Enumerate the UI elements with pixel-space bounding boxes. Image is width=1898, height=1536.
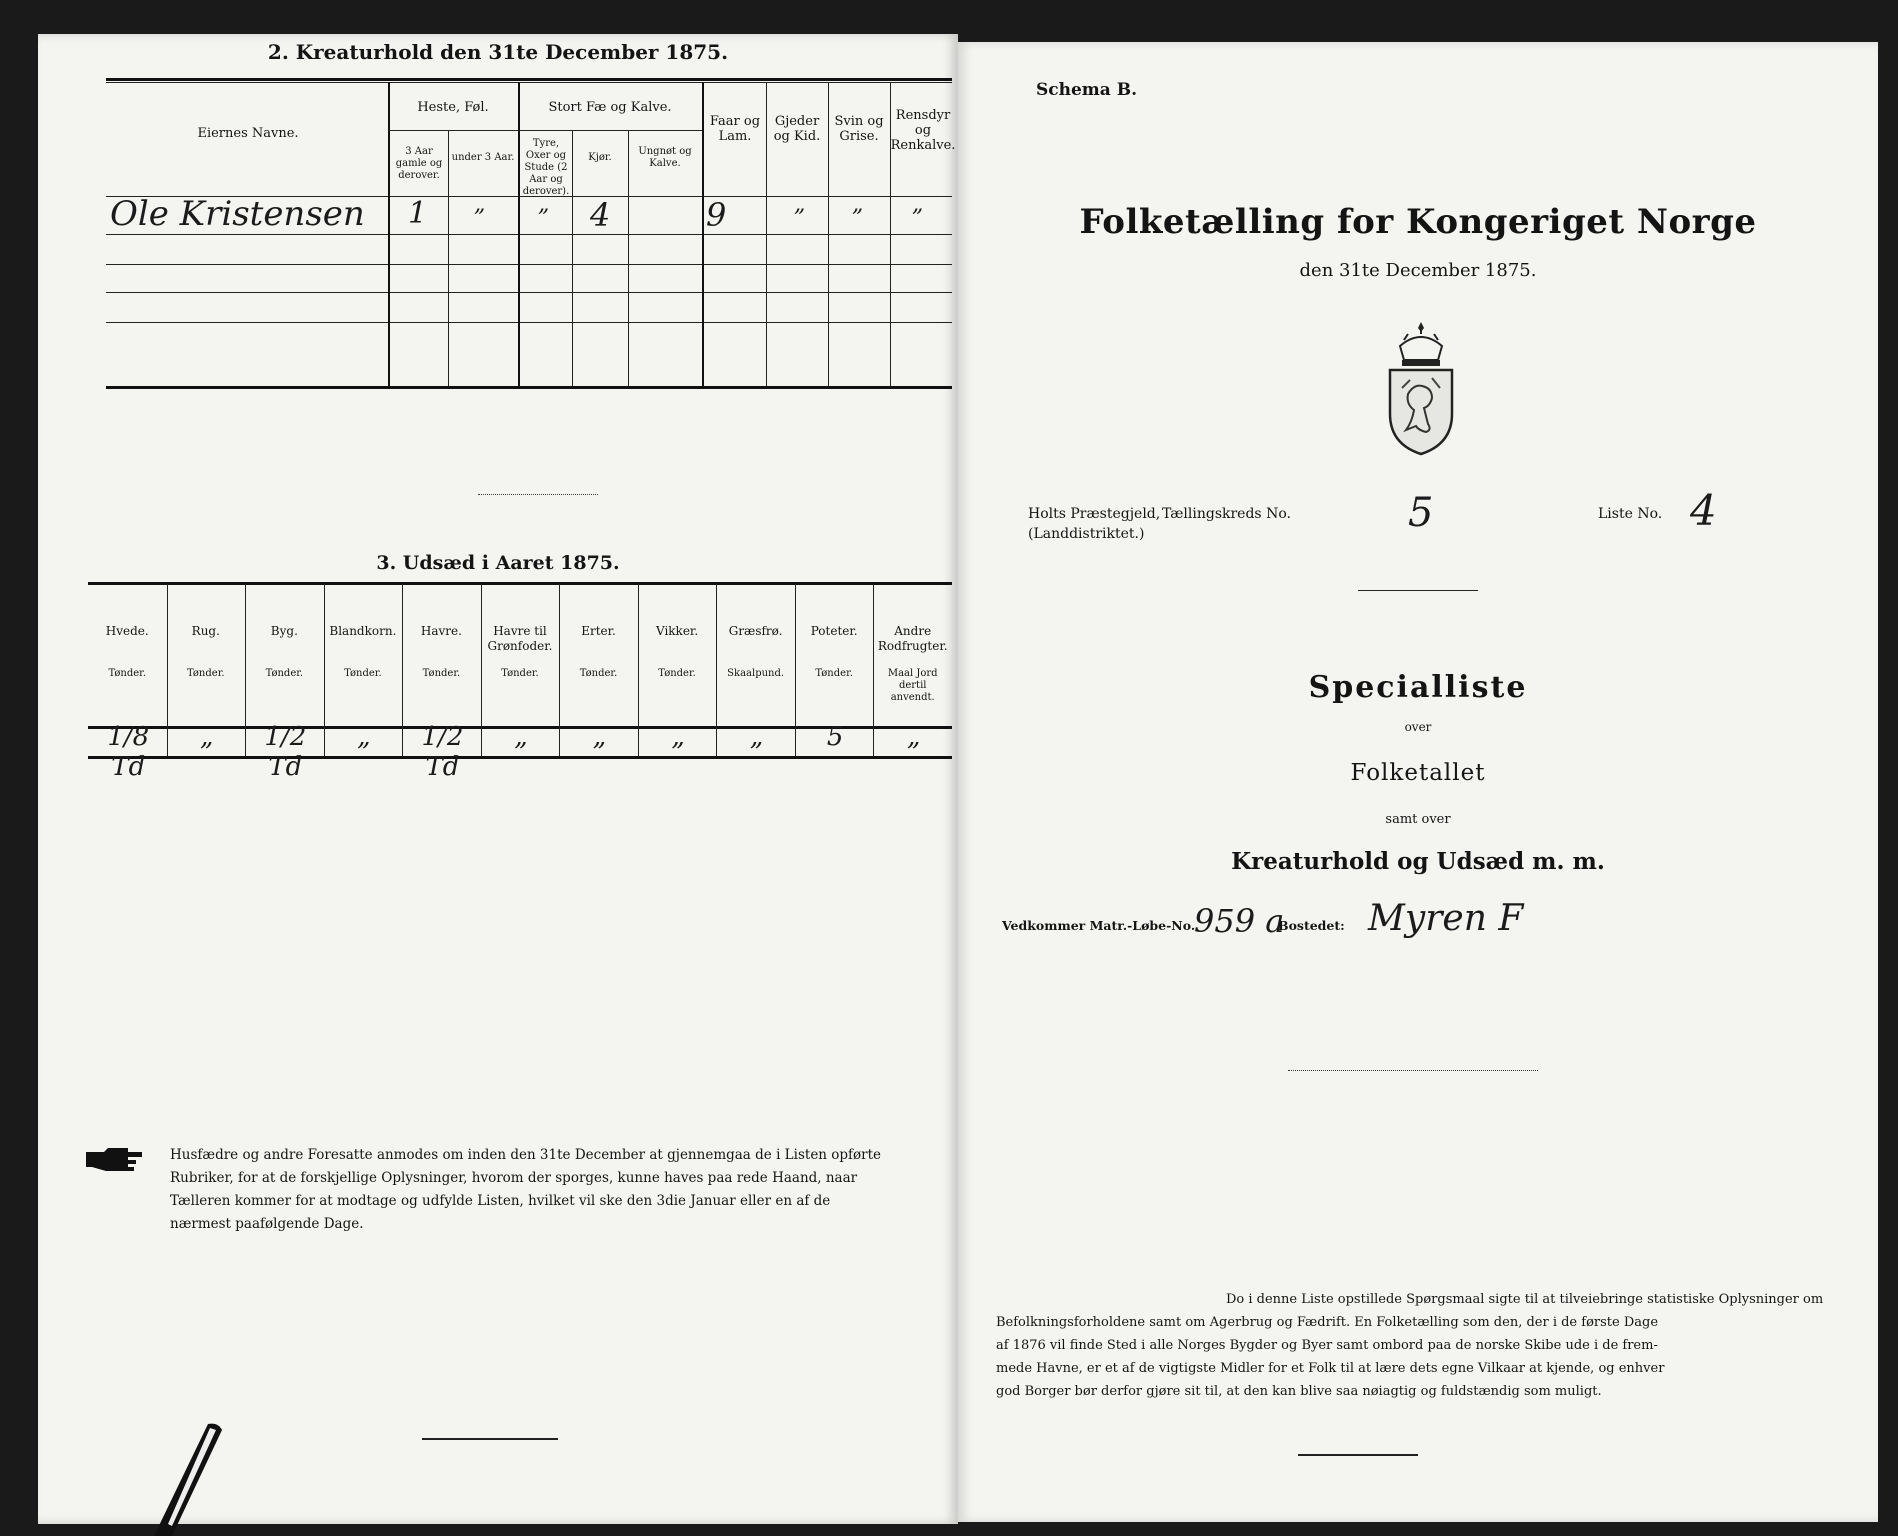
table3-unit-4: Tønder.	[422, 668, 461, 679]
table3-col-line	[559, 584, 560, 756]
table2-row-rule	[106, 264, 952, 265]
header-pigs: Svin og Grise.	[834, 114, 884, 144]
header-owner: Eiernes Navne.	[197, 126, 299, 141]
census-title: Folketælling for Kongeriget Norge	[1079, 202, 1757, 242]
table2-row-rule	[106, 292, 952, 293]
census-subtitle: den 31te December 1875.	[1299, 260, 1537, 281]
table2-col-line	[518, 82, 520, 386]
notice-text	[170, 1144, 950, 1236]
table2-row-rule	[106, 234, 952, 235]
header-bulls: Tyre, Oxer og Stude (2 Aar og derover).	[522, 138, 570, 197]
pointing-hand-icon	[84, 1146, 144, 1172]
table3-unit-6: Tønder.	[579, 668, 618, 679]
info-line: Do i denne Liste opstillede Spørgsmaal sigte til at tilveiebringe statistiske Oplysninger om	[1226, 1292, 1824, 1307]
table3-value-6: „	[592, 722, 607, 752]
info-paragraph	[996, 1288, 1846, 1403]
dotted-rule	[478, 494, 598, 495]
horses-young-value: „	[474, 192, 486, 217]
table3-col-line	[873, 584, 874, 756]
table2-col-line	[572, 130, 573, 386]
notice-line: Rubriker, for at de forskjellige Oplysninger, hvorom der sporges, kunne haves paa rede Haand, naar	[170, 1170, 858, 1186]
table3-unit-1: Tønder.	[187, 668, 225, 679]
table3-col-line	[716, 584, 717, 756]
pen-icon	[150, 1420, 240, 1536]
table3-unit-2: Tønder.	[265, 668, 304, 679]
table3-top-rule	[88, 582, 952, 585]
table3-bottom-rule	[88, 756, 952, 759]
notice-line: Husfædre og andre Foresatte anmodes om inden den 31te December at gjennemgaa de i Listen opførte	[170, 1147, 882, 1163]
sheep-value: 9	[706, 196, 727, 234]
pigs-value: „	[852, 192, 864, 217]
divider	[1288, 1070, 1538, 1071]
header-cows: Kjør.	[588, 152, 612, 163]
bottom-rule	[1298, 1454, 1418, 1456]
header-reindeer: Rensdyr og Renkalve.	[890, 108, 956, 153]
table3-unit-10: Maal Jord dertil anvendt.	[887, 668, 938, 703]
table3-col-line	[638, 584, 639, 756]
table2-bottom-rule	[106, 386, 952, 389]
schema-label: Schema B.	[1036, 80, 1138, 100]
notice-line: nærmest paafølgende Dage.	[170, 1216, 364, 1232]
table3-value-9: 5	[826, 722, 844, 752]
folketallet-label: Folketallet	[1350, 760, 1486, 786]
table3-header-2: Byg.	[270, 624, 298, 638]
section3-title: 3. Udsæd i Aaret 1875.	[376, 552, 620, 574]
table2-col-line	[388, 82, 390, 386]
table3-col-line	[481, 584, 482, 756]
owner-name: Ole Kristensen	[110, 194, 365, 234]
header-sheep: Faar og Lam.	[709, 114, 761, 144]
section2-title: 2. Kreaturhold den 31te December 1875.	[267, 40, 729, 64]
table3-unit-9: Tønder.	[815, 668, 853, 679]
table3-value-8: „	[749, 722, 764, 752]
table3-unit-5: Tønder.	[501, 668, 539, 679]
header-horses: Heste, Føl.	[417, 100, 489, 115]
table3-value-0: 1/8 Td	[107, 722, 150, 782]
table3-col-line	[245, 584, 246, 756]
table2-col-line	[448, 130, 449, 386]
header-cattle: Stort Fæ og Kalve.	[548, 100, 672, 115]
table2-row-rule	[106, 322, 952, 323]
table3-value-5: „	[514, 722, 528, 752]
notice-line: Tælleren kommer for at modtage og udfylde Listen, hvilket vil ske den 3die Januar eller en af de	[170, 1193, 831, 1209]
table3-header-8: Græsfrø.	[728, 624, 783, 638]
left-page	[38, 34, 958, 1524]
divider	[1358, 590, 1478, 591]
table2-subheader-rule	[388, 130, 518, 131]
table3-header-6: Erter.	[581, 624, 616, 638]
table3-header-10: Andre Rodfrugter.	[877, 624, 948, 653]
bosted-label: Bostedet:	[1278, 918, 1345, 933]
samt-over-label: samt over	[1385, 812, 1451, 827]
bosted-value: Myren F	[1368, 898, 1524, 939]
norwegian-coat-of-arms-icon	[1386, 320, 1456, 456]
over-label: over	[1404, 720, 1432, 734]
kreds-label: Tællingskreds No.	[1162, 506, 1291, 522]
matr-value: 959 a	[1194, 902, 1285, 940]
header-horses-old: 3 Aar gamle og derover.	[395, 146, 443, 181]
header-calves: Ungnøt og Kalve.	[638, 146, 692, 169]
header-goats: Gjeder og Kid.	[773, 114, 821, 144]
table3-value-7: „	[671, 722, 685, 752]
reindeer-value: „	[912, 192, 924, 217]
table3-col-line	[167, 584, 168, 756]
table3-value-3: „	[357, 722, 371, 752]
table3-header-4: Havre.	[420, 624, 462, 638]
table3-unit-7: Tønder.	[658, 668, 696, 679]
liste-value: 4	[1690, 486, 1717, 535]
table3-header-5: Havre til Grønfoder.	[487, 624, 553, 653]
table3-unit-0: Tønder.	[108, 668, 147, 679]
info-line: god Borger bør derfor gjøre sit til, at den kan blive saa nøiagtig og fuldstændig som muligt.	[996, 1384, 1602, 1399]
header-horses-young: under 3 Aar.	[451, 152, 515, 163]
horses-old-value: 1	[408, 196, 428, 231]
table3-header-3: Blandkorn.	[329, 624, 397, 638]
table3-header-0: Hvede.	[105, 624, 149, 638]
table2-subheader-rule	[518, 130, 702, 131]
right-page	[958, 42, 1878, 1522]
kreaturhold-label: Kreaturhold og Udsæd m. m.	[1231, 848, 1605, 875]
table3-unit-3: Tønder.	[344, 668, 382, 679]
matr-label: Vedkommer Matr.-Løbe-No.	[1002, 918, 1196, 933]
special-title: Specialliste	[1308, 670, 1528, 705]
table3-unit-8: Skaalpund.	[727, 668, 785, 679]
table2-top-rule-thin	[106, 82, 952, 83]
bulls-value: „	[538, 192, 550, 217]
parish-label: Holts Præstegjeld,	[1028, 506, 1161, 522]
info-line: mede Havne, er et af de vigtigste Midler for et Folk til at lære dets egne Vilkaar at kjende, og enhver	[996, 1361, 1665, 1376]
table3-value-2: 1/2 Td	[264, 722, 307, 782]
table3-col-line	[402, 584, 403, 756]
info-line: af 1876 vil finde Sted i alle Norges Bygder og Byer samt ombord paa de norske Skibe ude i de frem-	[996, 1338, 1658, 1353]
cows-value: 4	[590, 196, 611, 234]
kreds-value: 5	[1408, 490, 1434, 536]
info-line: Befolkningsforholdene samt om Agerbrug og Fædrift. En Folketælling som den, der i de første Dage	[996, 1315, 1659, 1330]
table2-top-rule	[106, 78, 952, 81]
district-label: (Landdistriktet.)	[1028, 526, 1145, 542]
table3-col-line	[324, 584, 325, 756]
bottom-rule	[422, 1438, 558, 1440]
table3-header-7: Vikker.	[655, 624, 699, 638]
table3-col-line	[795, 584, 796, 756]
table3-value-1: „	[200, 722, 214, 752]
table3-header-9: Poteter.	[810, 624, 858, 638]
goats-value: „	[794, 192, 806, 217]
liste-label: Liste No.	[1598, 506, 1663, 522]
table3-header-1: Rug.	[191, 624, 220, 638]
table3-value-4: 1/2 Td	[421, 722, 464, 782]
table3-value-10: „	[906, 722, 921, 752]
